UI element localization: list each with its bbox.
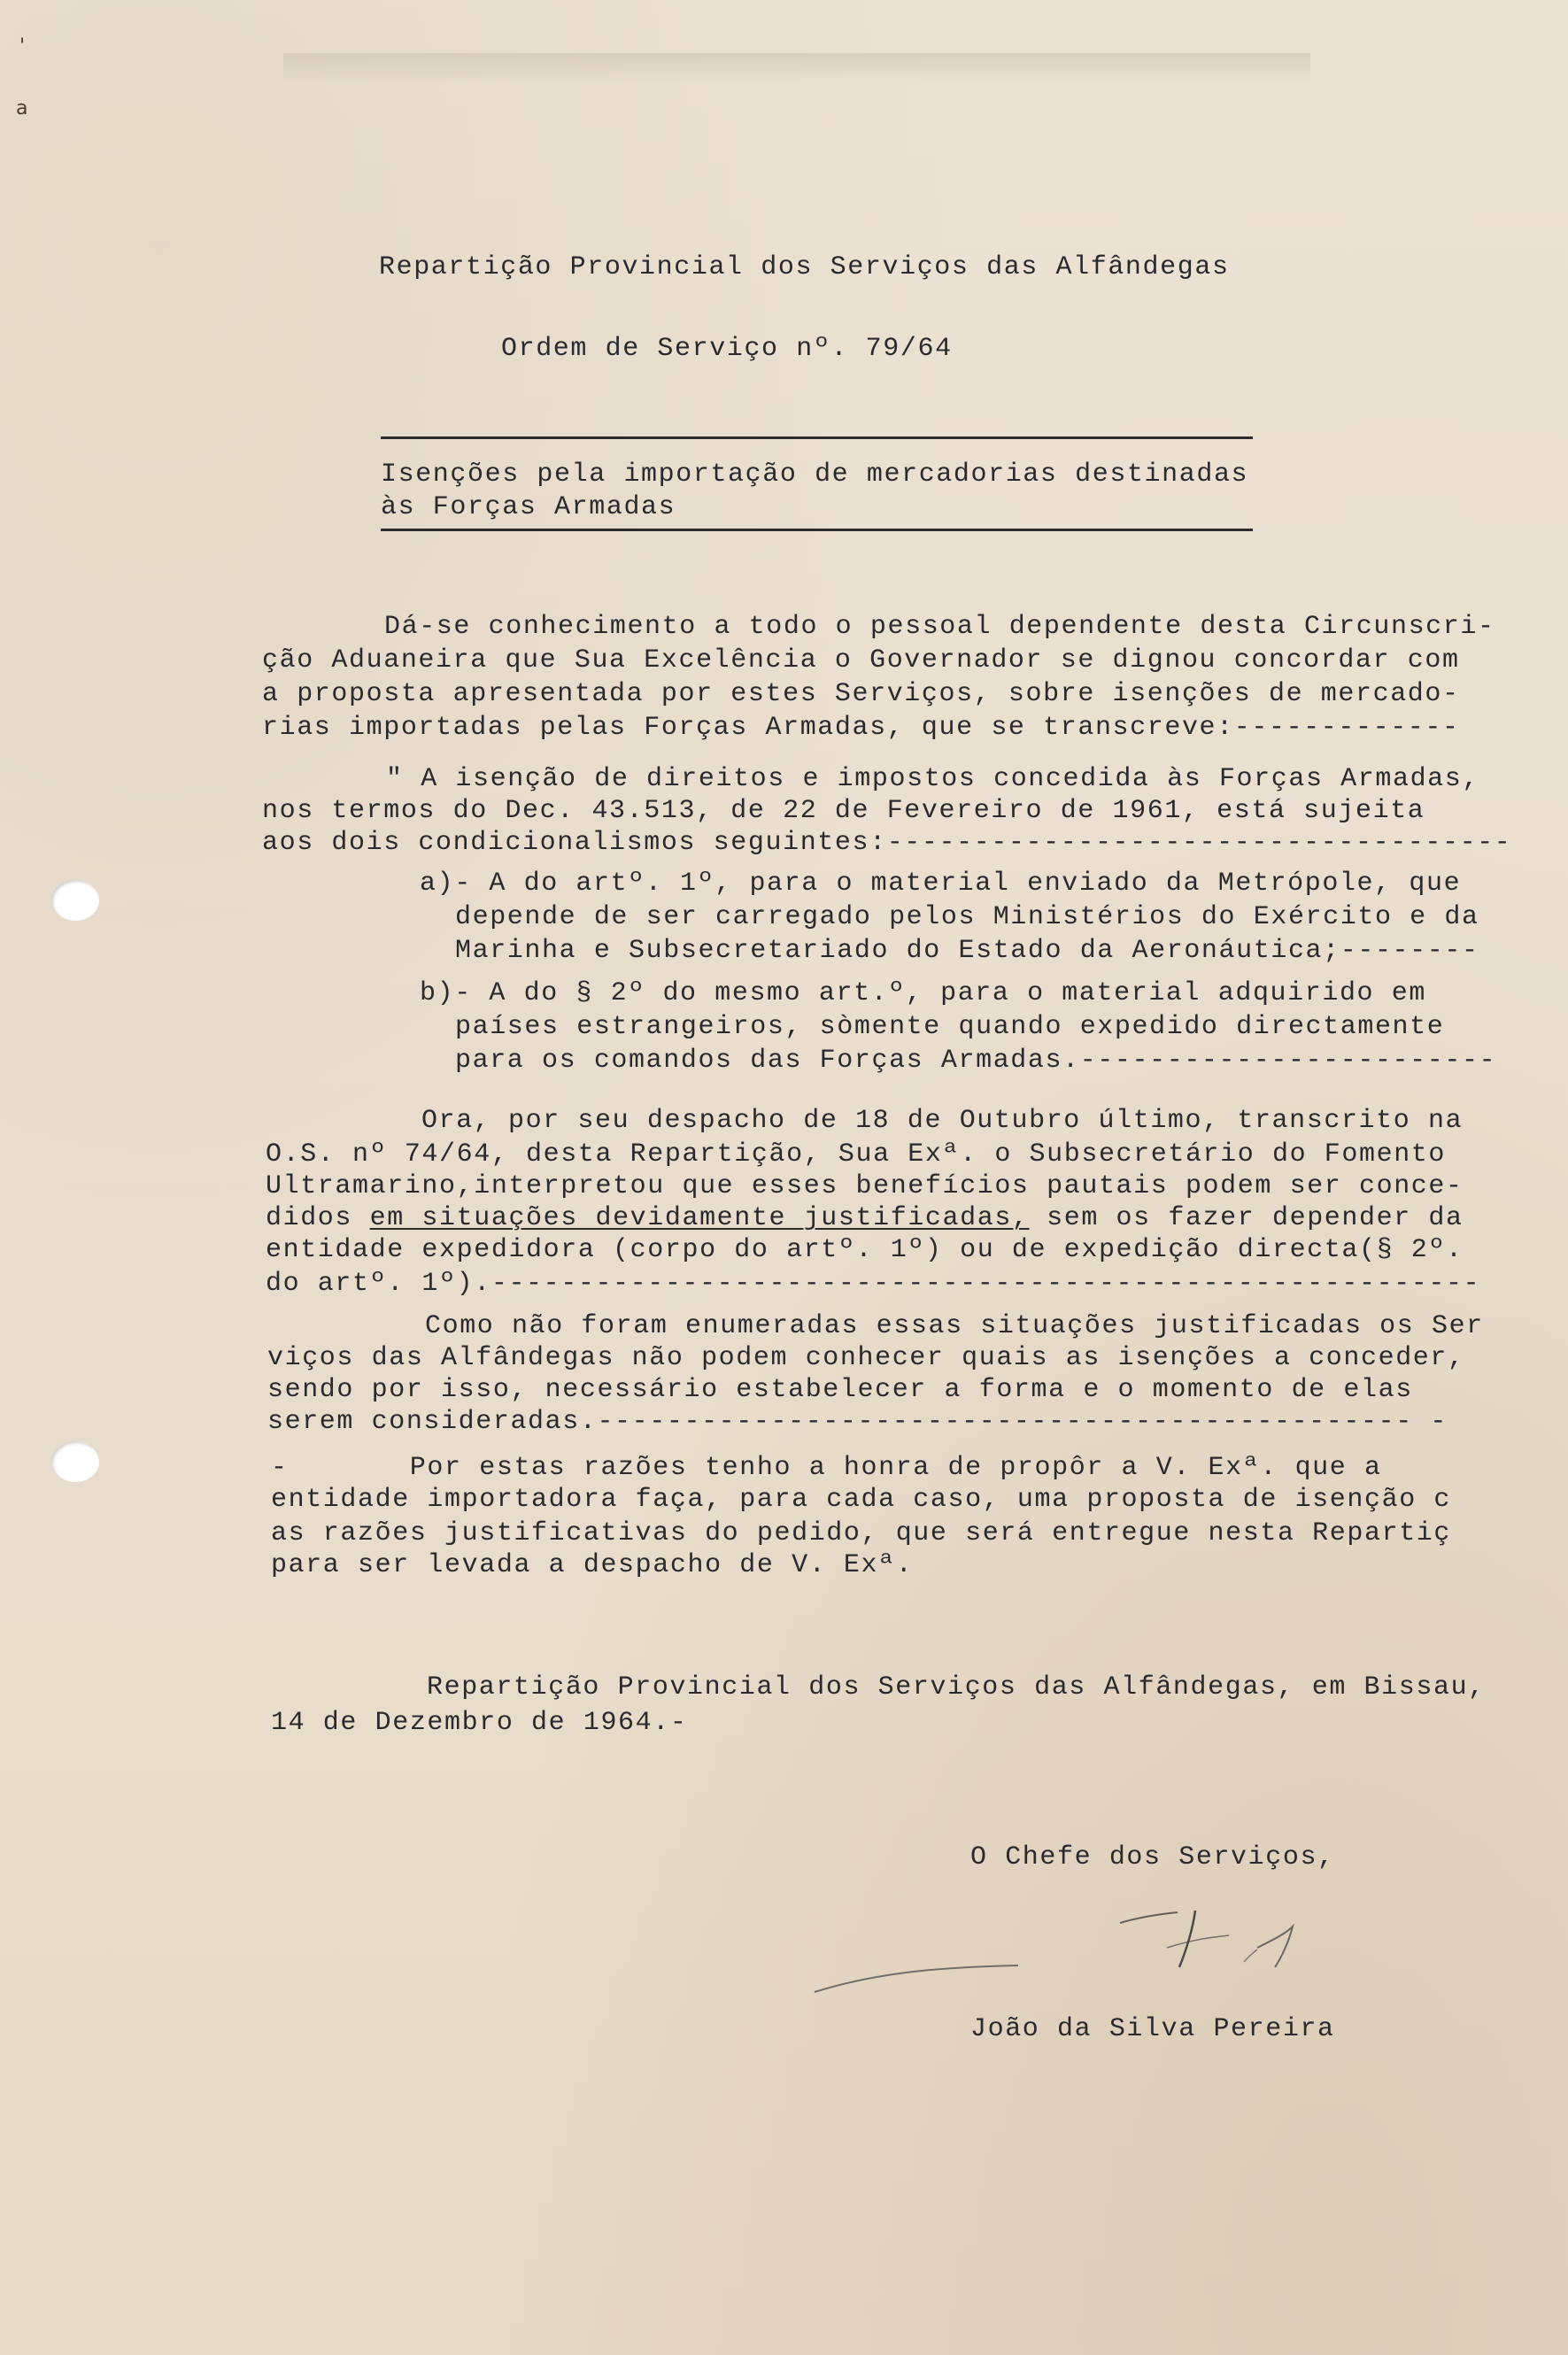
body-p1-line-3: a proposta apresentada por estes Serviços, sobre isenções de mercado- <box>262 679 1460 709</box>
subject-line-1: Isenções pela importação de mercadorias destinadas <box>381 459 1249 490</box>
quote-line-2: nos termos do Dec. 43.513, de 22 de Fevereiro de 1961, está sujeita <box>262 796 1425 826</box>
body-p2-line-1: Ora, por seu despacho de 18 de Outubro último, transcrito na <box>421 1106 1464 1136</box>
quote-line-1: " A isenção de direitos e impostos concedida às Forças Armadas, <box>386 764 1479 794</box>
item-a-line-1: a)- A do artº. 1º, para o material enviado da Metrópole, que <box>420 869 1462 899</box>
underlined-phrase: em situações devidamente justificadas, <box>369 1203 1030 1233</box>
body-p4-line-3: as razões justificativas do pedido, que será entregue nesta Repartiç <box>271 1518 1451 1548</box>
body-p2-line-4 <box>266 1202 1464 1234</box>
signatory-title: O Chefe dos Serviços, <box>970 1842 1335 1872</box>
punch-hole-lower <box>51 1441 99 1482</box>
body-p1-line-2: ção Aduaneira que Sua Excelência o Governador se dignou concordar com <box>262 645 1460 676</box>
item-a-line-2: depende de ser carregado pelos Ministérios do Exército e da <box>455 902 1479 932</box>
corner-mark-top: ' <box>19 35 26 58</box>
corner-mark-mid: a <box>16 97 28 120</box>
body-p1-line-1: Dá-se conhecimento a todo o pessoal dependente desta Circunscri- <box>384 612 1495 642</box>
body-p2-line-6: do artº. 1º).--------------------------------------------------------- <box>266 1269 1481 1299</box>
body-p2-line-4-a: didos <box>266 1203 370 1233</box>
body-p3-line-4: serem consideradas.----------------------------------------------- - <box>267 1407 1448 1437</box>
subject-rule-top <box>381 436 1253 439</box>
date-line: 14 de Dezembro de 1964.- <box>271 1708 688 1738</box>
item-b-line-2: países estrangeiros, sòmente quando expedido directamente <box>455 1012 1445 1042</box>
handwritten-signature <box>797 1886 1399 2019</box>
item-b-line-1: b)- A do § 2º do mesmo art.º, para o material adquirido em <box>420 978 1426 1008</box>
subject-line-2: às Forças Armadas <box>381 492 676 522</box>
header-order-number: Ordem de Serviço nº. 79/64 <box>501 334 953 364</box>
place-line: Repartição Provincial dos Serviços das Alfândegas, em Bissau, <box>427 1672 1486 1703</box>
signatory-name: João da Silva Pereira <box>970 2014 1335 2044</box>
body-p1-line-4: rias importadas pelas Forças Armadas, que se transcreve:------------- <box>262 713 1460 743</box>
body-p3-line-2: viços das Alfândegas não podem conhecer quais as isenções a conceder, <box>267 1343 1465 1373</box>
punch-hole-upper <box>51 880 99 921</box>
body-p3-line-3: sendo por isso, necessário estabelecer a forma e o momento de elas <box>267 1375 1413 1405</box>
top-faded-strip <box>283 53 1310 83</box>
body-p2-line-2: O.S. nº 74/64, desta Repartição, Sua Exª. o Subsecretário do Fomento <box>266 1139 1446 1170</box>
body-p3-line-1: Como não foram enumeradas essas situações justificadas os Ser <box>425 1311 1484 1341</box>
item-a-line-3: Marinha e Subsecretariado do Estado da Aeronáutica;-------- <box>455 936 1479 966</box>
subject-rule-bottom <box>381 529 1253 531</box>
body-p4-line-1: - Por estas razões tenho a honra de propôr a V. Exª. que a <box>271 1453 1382 1483</box>
body-p4-line-2: entidade importadora faça, para cada caso, uma proposta de isenção c <box>271 1485 1451 1515</box>
item-b-line-3: para os comandos das Forças Armadas.------------------------ <box>455 1046 1497 1076</box>
body-p4-line-4: para ser levada a despacho de V. Exª. <box>271 1550 914 1580</box>
body-p2-line-4-b: sem os fazer depender da <box>1029 1203 1464 1233</box>
body-p2-line-3: Ultramarino,interpretou que esses benefícios pautais podem ser conce- <box>266 1171 1464 1201</box>
body-p2-line-5: entidade expedidora (corpo do artº. 1º) ou de expedição directa(§ 2º. <box>266 1235 1464 1265</box>
header-department: Repartição Provincial dos Serviços das Alfândegas <box>379 252 1230 282</box>
quote-line-3: aos dois condicionalismos seguintes:------------------------------------ <box>262 828 1512 858</box>
